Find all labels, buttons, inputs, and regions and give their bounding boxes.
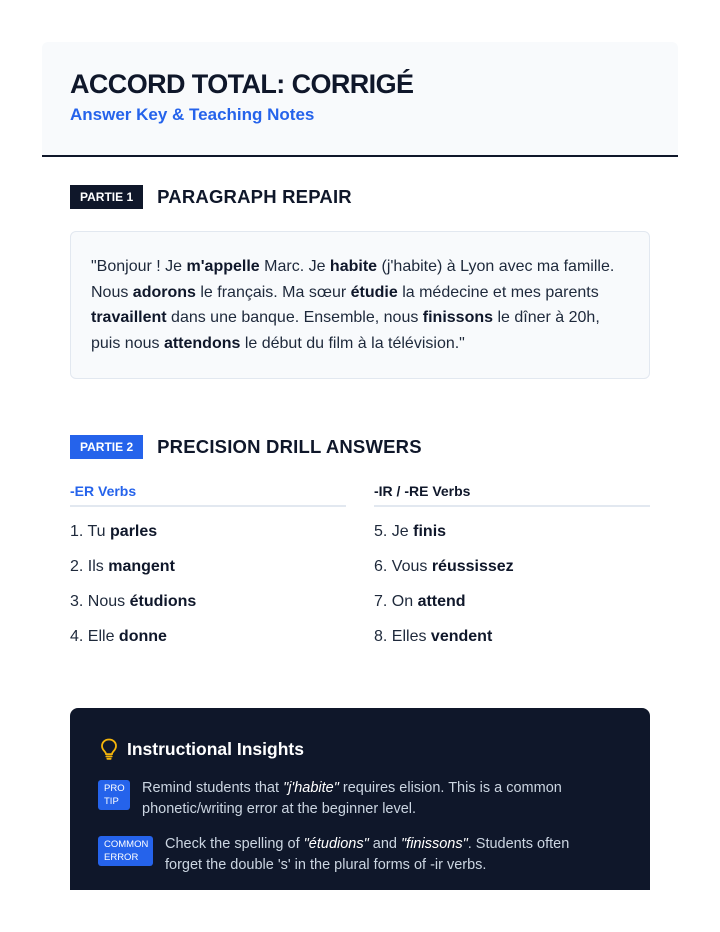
answer-item: 3. Nous étudions bbox=[70, 593, 197, 610]
verb-attendons: attendons bbox=[163, 334, 241, 352]
instructional-insights-panel bbox=[70, 708, 650, 890]
part2-title: PRECISION DRILL ANSWERS bbox=[157, 436, 422, 457]
insights-heading bbox=[100, 738, 304, 760]
answer-item: 2. Ils mangent bbox=[70, 558, 175, 575]
ir-re-answer-list bbox=[374, 521, 650, 661]
pro-tip-text: Remind students that "j'habite" requires elision. This is a common phonetic/writing error at the beginner level. bbox=[142, 780, 562, 817]
common-error bbox=[98, 834, 605, 876]
verb-mappelle: m'appelle bbox=[186, 258, 260, 275]
paragraph-text: "Bonjour ! Je m'appelle Marc. Je habite (j'habite) à Lyon avec ma famille. Nous adorons le français. Ma sœur étudie la médecine et mes parents travaillent dans une banque. Ensemble, nous finissons le dîner à 20h, puis nous attendons le début du film à la télévision." bbox=[91, 258, 615, 352]
answer-item: 5. Je finis bbox=[374, 523, 447, 540]
header bbox=[42, 42, 678, 157]
er-verbs-heading: -ER Verbs bbox=[70, 483, 346, 507]
part2-heading bbox=[70, 435, 422, 459]
part1-badge: PARTIE 1 bbox=[70, 185, 143, 209]
ir-re-verbs-column bbox=[374, 483, 650, 661]
answer-item: 1. Tu parles bbox=[70, 523, 158, 540]
verb-etudie: étudie bbox=[350, 283, 398, 301]
verb-habite: habite bbox=[329, 258, 378, 275]
verb-finissons: finissons bbox=[422, 309, 494, 326]
common-error-text: Check the spelling of "étudions" and "finissons". Students often forget the double 's' in the plural forms of -ir verbs. bbox=[165, 836, 570, 873]
pro-tip bbox=[98, 778, 602, 820]
page-subtitle: Answer Key & Teaching Notes bbox=[70, 105, 315, 124]
paragraph-box bbox=[70, 231, 650, 379]
answer-item: 4. Elle donne bbox=[70, 628, 167, 645]
part1-title: PARAGRAPH REPAIR bbox=[157, 186, 352, 207]
er-verbs-column bbox=[70, 483, 346, 661]
common-error-tag: COMMON ERROR bbox=[98, 836, 153, 866]
part1-heading bbox=[70, 185, 352, 209]
insights-title: Instructional Insights bbox=[127, 738, 304, 759]
lightbulb-icon bbox=[100, 738, 118, 760]
ir-re-verbs-heading: -IR / -RE Verbs bbox=[374, 483, 650, 507]
answer-item: 8. Elles vendent bbox=[374, 628, 493, 645]
answer-item: 7. On attend bbox=[374, 593, 466, 610]
verb-travaillent: travaillent bbox=[91, 309, 167, 326]
pro-tip-tag: PRO TIP bbox=[98, 780, 130, 810]
verb-adorons: adorons bbox=[132, 283, 196, 301]
answer-item: 6. Vous réussissez bbox=[374, 558, 514, 575]
er-answer-list bbox=[70, 521, 346, 661]
part2-badge: PARTIE 2 bbox=[70, 435, 143, 459]
page-title: ACCORD TOTAL: CORRIGÉ bbox=[70, 69, 414, 99]
